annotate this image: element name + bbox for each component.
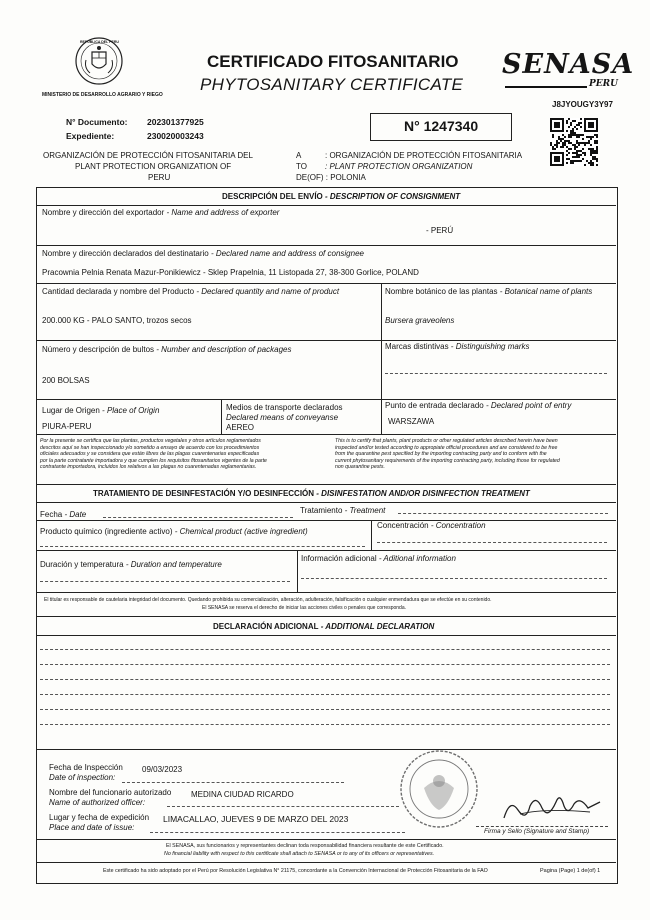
liability-line2: No financial liability with respect to this certificate shall attach to SENASA or to any of its officers or representatives. bbox=[164, 851, 435, 857]
packages-label: Número y descripción de bultos - Number and description of packages bbox=[42, 345, 292, 354]
packages-value: 200 BOLSAS bbox=[42, 376, 90, 385]
disclaimer-line2: El SENASA se reserva el derecho de iniciar las acciones civiles o penales que corresponda. bbox=[202, 605, 406, 611]
org-to-label-en: TO bbox=[296, 162, 307, 171]
certification-text-es: Por la presente se certifica que las plantas, productos vegetales y otros artículos reglamentados descritos aquí se han inspeccionado y/o sometido a ensayo de acuerdo con los procedimientos oficiales adecuados y se considera que están libres de las plagas cuarentenarias especificadas por la parte contratante importadora y que cumplen los requisitos fitosanitarios vigentes de la parte contratante importadora, incluidos los relativos a las plagas no cuarentenadas reglamentarias. bbox=[40, 438, 267, 471]
declaration-line bbox=[40, 724, 610, 725]
certification-text-en: This is to certify that plants, plant products or other regulated articles described herein have been inspected and/or tested according to appropiate official procedures and are considered to be free from the quarantine pest specified by the importing contracting party and to conform with the current phytosanitary requirements of the importing contracting party, including those for regulated non quarantine pests. bbox=[335, 438, 560, 471]
officer-label: Nombre del funcionario autorizado bbox=[49, 788, 172, 797]
org-to-es: : ORGANIZACIÓN DE PROTECCIÓN FITOSANITARIA bbox=[325, 151, 523, 160]
org-to-en: : PLANT PROTECTION ORGANIZATION bbox=[325, 162, 473, 171]
botanical-value: Bursera graveolens bbox=[385, 316, 455, 325]
entry-label: Punto de entrada declarado - Declared point of entry bbox=[385, 401, 572, 410]
transport-value: AEREO bbox=[226, 423, 255, 432]
origin-value: PIURA-PERU bbox=[42, 422, 92, 431]
official-stamp-icon bbox=[398, 748, 480, 830]
file-number-label: Expediente: bbox=[66, 131, 115, 141]
senasa-logo-sub: PERU bbox=[589, 79, 618, 89]
inspection-date-label-en: Date of inspection: bbox=[49, 773, 116, 782]
exporter-value: - PERÚ bbox=[426, 226, 454, 235]
certificate-number: N° 1247340 bbox=[404, 118, 479, 134]
quantity-label: Cantidad declarada y nombre del Producto - Declared quantity and name of product bbox=[42, 287, 340, 296]
crest-caption: REPUBLICA DEL PERU bbox=[80, 40, 119, 44]
ministry-name: MINISTERIO DE DESARROLLO AGRARIO Y RIEGO bbox=[42, 92, 163, 98]
org-to-country: DE(OF) : POLONIA bbox=[296, 173, 366, 182]
signature-label: Firma y Sello (Signature and Stamp) bbox=[484, 828, 590, 835]
title-es: CERTIFICADO FITOSANITARIO bbox=[207, 52, 459, 71]
issue-place-label-en: Place and date of issue: bbox=[49, 823, 135, 832]
exporter-label: Nombre y dirección del exportador - Name and address of exporter bbox=[42, 208, 280, 217]
inspection-date-label: Fecha de Inspección bbox=[49, 763, 123, 772]
treatment-label: Tratamiento - Treatment bbox=[300, 506, 386, 515]
treatment-date-label: Fecha - Date bbox=[40, 510, 87, 519]
org-from-en: PLANT PROTECTION ORGANIZATION OF bbox=[75, 162, 232, 171]
consignment-title: DESCRIPCIÓN DEL ENVÍO - DESCRIPTION OF CONSIGNMENT bbox=[222, 192, 461, 201]
treatment-title: TRATAMIENTO DE DESINFESTACIÓN Y/O DESINFECCIÓN - DISINFESTATION AND/OR DISINFECTION TREATMENT bbox=[93, 489, 530, 498]
declaration-line bbox=[40, 679, 610, 680]
officer-label-en: Name of authorized officer: bbox=[49, 798, 146, 807]
officer-value: MEDINA CIUDAD RICARDO bbox=[191, 790, 294, 799]
transport-label: Medios de transporte declarados bbox=[226, 403, 343, 412]
consignee-label: Nombre y dirección declarados del destinatario - Declared name and address of consignee bbox=[42, 249, 364, 258]
origin-label: Lugar de Origen - Place of Origin bbox=[42, 406, 160, 415]
transport-label-en: Declared means of conveyanse bbox=[226, 413, 339, 422]
senasa-logo-rule bbox=[505, 86, 587, 88]
duration-label: Duración y temperatura - Duration and temperature bbox=[40, 560, 222, 569]
signature-icon bbox=[500, 788, 605, 826]
declaration-line bbox=[40, 664, 610, 665]
org-from-es: ORGANIZACIÓN DE PROTECCIÓN FITOSANITARIA DEL bbox=[43, 151, 253, 160]
declaration-line bbox=[40, 694, 610, 695]
declaration-line bbox=[40, 709, 610, 710]
file-number: 230020003243 bbox=[147, 131, 204, 141]
qr-code-icon bbox=[550, 118, 598, 166]
document-number-label: N° Documento: bbox=[66, 117, 128, 127]
org-from-country: PERU bbox=[148, 173, 171, 182]
entry-value: WARSZAWA bbox=[388, 417, 435, 426]
org-to-label-es: A bbox=[296, 151, 302, 160]
document-number: 202301377925 bbox=[147, 117, 204, 127]
title-en: PHYTOSANITARY CERTIFICATE bbox=[200, 75, 464, 94]
footer-legal: Este certificado ha sido adoptado por el Perú por Resolución Legislativa N° 21175, concordante a la Convención Internacional de Protección Fitosanitaria de la FAO bbox=[103, 868, 488, 874]
disclaimer-line1: El titular es responsable de cautelaria integridad del documento. Quedando prohibida su comercialización, alteración, adulteración, falsificación o cualquier enmendadura que se efectúe en su contenido. bbox=[44, 597, 492, 603]
botanical-label: Nombre botánico de las plantas - Botanical name of plants bbox=[385, 287, 593, 296]
issue-place-value: LIMACALLAO, JUEVES 9 DE MARZO DEL 2023 bbox=[163, 814, 349, 824]
page-number: Pagina (Page) 1 de(of) 1 bbox=[540, 868, 601, 874]
consignee-value: Pracownia Pelnia Renata Mazur-Ponikiewicz - Sklep Prapelnia, 11 Listopada 27, 38-300 Gorlice, POLAND bbox=[42, 268, 419, 277]
verification-code: J8JYOUGY3Y97 bbox=[552, 100, 613, 109]
declaration-line bbox=[40, 649, 610, 650]
senasa-logo: SENASA bbox=[502, 49, 635, 80]
marks-label: Marcas distintivas - Distinguishing marks bbox=[385, 342, 530, 351]
additional-info-label: Información adicional - Aditional information bbox=[301, 554, 456, 563]
issue-place-label: Lugar y fecha de expedición bbox=[49, 813, 150, 822]
chemical-label: Producto químico (ingrediente activo) - Chemical product (active ingredient) bbox=[40, 527, 308, 536]
inspection-date-value: 09/03/2023 bbox=[142, 765, 183, 774]
quantity-value: 200.000 KG - PALO SANTO, trozos secos bbox=[42, 316, 192, 325]
concentration-label: Concentración - Concentration bbox=[377, 521, 486, 530]
liability-line1: El SENASA, sus funcionarios y representantes declinan toda responsabilidad financiera resultante de este Certificado. bbox=[166, 843, 444, 849]
additional-declaration-title: DECLARACIÓN ADICIONAL - ADDITIONAL DECLARATION bbox=[213, 622, 435, 631]
